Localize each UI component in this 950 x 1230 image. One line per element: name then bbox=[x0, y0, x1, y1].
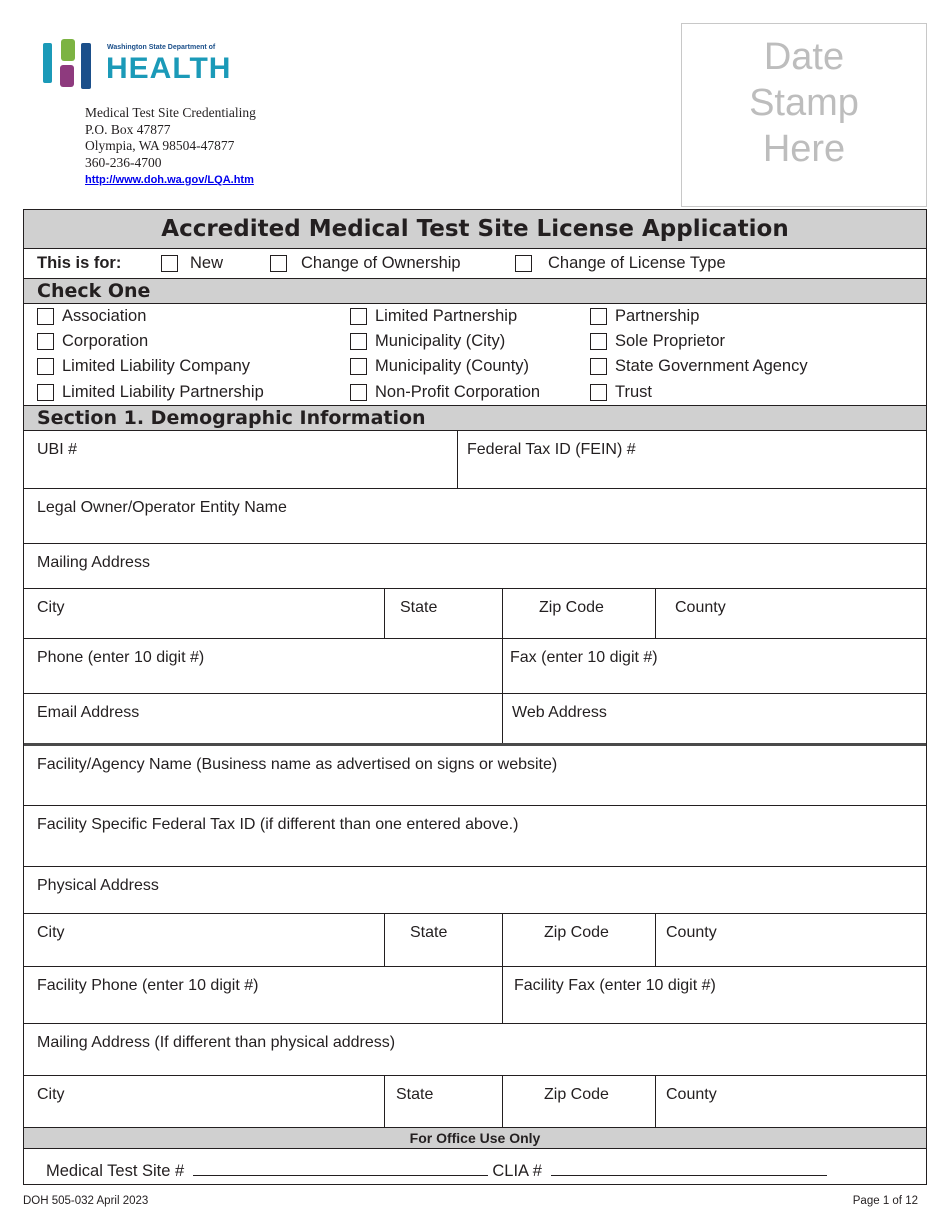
checkbox[interactable] bbox=[270, 255, 287, 272]
option-trust[interactable]: Trust bbox=[590, 383, 652, 402]
address-line: P.O. Box 47877 bbox=[85, 121, 171, 137]
mailing-state-field[interactable]: State bbox=[385, 1076, 503, 1127]
mailing-county-field[interactable]: County bbox=[666, 1086, 717, 1103]
option-llp[interactable]: Limited Liability Partnership bbox=[37, 383, 264, 402]
facility-name-field[interactable]: Facility/Agency Name (Business name as advertised on signs or website) bbox=[24, 746, 926, 806]
option-association[interactable]: Association bbox=[37, 307, 146, 326]
office-use-row bbox=[24, 1149, 926, 1185]
facility-phone-field[interactable]: Facility Phone (enter 10 digit #) bbox=[24, 967, 503, 1023]
clia-number-line[interactable] bbox=[551, 1162, 827, 1176]
check-one-header: Check One bbox=[24, 279, 926, 304]
header bbox=[0, 0, 950, 208]
ubi-field[interactable]: UBI # bbox=[24, 431, 458, 488]
facility-city-state-zip-row bbox=[24, 914, 926, 967]
option-sole-proprietor[interactable]: Sole Proprietor bbox=[590, 332, 725, 351]
option-non-profit-corporation[interactable]: Non-Profit Corporation bbox=[350, 383, 540, 402]
logo-health-text: HEALTH bbox=[106, 52, 232, 85]
city-field[interactable]: City bbox=[24, 589, 385, 638]
entity-type-options bbox=[24, 304, 926, 406]
mailing-zip-field[interactable]: Zip Code bbox=[503, 1076, 656, 1127]
zip-field[interactable]: Zip Code bbox=[503, 589, 656, 638]
facility-mailing-address-field[interactable]: Mailing Address (If different than physical address) bbox=[24, 1024, 926, 1076]
section1-header: Section 1. Demographic Information bbox=[24, 406, 926, 431]
phone-fax-row bbox=[24, 639, 926, 694]
date-stamp-text: Date Stamp Here bbox=[749, 36, 859, 170]
legal-owner-field[interactable]: Legal Owner/Operator Entity Name bbox=[24, 489, 926, 544]
health-logo-icon bbox=[41, 37, 103, 93]
this-is-for-row bbox=[24, 249, 926, 279]
option-municipality-county[interactable]: Municipality (County) bbox=[350, 357, 529, 376]
option-new[interactable]: New bbox=[161, 254, 223, 273]
city-state-zip-row bbox=[24, 589, 926, 639]
mailing-address-field[interactable]: Mailing Address bbox=[24, 544, 926, 589]
physical-address-field[interactable]: Physical Address bbox=[24, 867, 926, 914]
state-field[interactable]: State bbox=[385, 589, 503, 638]
option-limited-partnership[interactable]: Limited Partnership bbox=[350, 307, 517, 326]
website-link[interactable]: http://www.doh.wa.gov/LQA.htm bbox=[85, 174, 254, 186]
mailing-city-field[interactable]: City bbox=[24, 1076, 385, 1127]
web-field[interactable]: Web Address bbox=[512, 704, 607, 721]
address-line: Olympia, WA 98504-47877 bbox=[85, 138, 235, 153]
facility-phone-fax-row bbox=[24, 967, 926, 1024]
checkbox[interactable] bbox=[161, 255, 178, 272]
facility-city-field[interactable]: City bbox=[24, 914, 385, 966]
facility-fax-field[interactable]: Facility Fax (enter 10 digit #) bbox=[514, 977, 716, 994]
clia-label: CLIA # bbox=[492, 1162, 542, 1180]
county-field[interactable]: County bbox=[675, 599, 726, 616]
date-stamp-box bbox=[681, 23, 927, 207]
email-field[interactable]: Email Address bbox=[24, 694, 503, 743]
ubi-fein-row bbox=[24, 431, 926, 489]
address-line: 360-236-4700 bbox=[85, 154, 162, 170]
mts-number-line[interactable] bbox=[193, 1162, 488, 1176]
fein-field[interactable]: Federal Tax ID (FEIN) # bbox=[467, 441, 636, 458]
address-line: Medical Test Site Credentialing bbox=[85, 105, 256, 120]
email-web-row bbox=[24, 694, 926, 746]
office-use-fields bbox=[46, 1162, 827, 1181]
option-corporation[interactable]: Corporation bbox=[37, 332, 148, 351]
application-form bbox=[23, 209, 927, 1185]
option-state-government-agency[interactable]: State Government Agency bbox=[590, 357, 808, 376]
option-partnership[interactable]: Partnership bbox=[590, 307, 699, 326]
checkbox[interactable] bbox=[515, 255, 532, 272]
office-use-header: For Office Use Only bbox=[24, 1128, 926, 1149]
facility-zip-field[interactable]: Zip Code bbox=[503, 914, 656, 966]
option-change-of-license-type[interactable]: Change of License Type bbox=[515, 254, 726, 273]
mailing-address-block bbox=[85, 105, 256, 189]
logo-department-text: Washington State Department of bbox=[107, 44, 216, 51]
option-municipality-city[interactable]: Municipality (City) bbox=[350, 332, 505, 351]
mailing-city-state-zip-row bbox=[24, 1076, 926, 1128]
facility-tax-id-field[interactable]: Facility Specific Federal Tax ID (if different than one entered above.) bbox=[24, 806, 926, 867]
this-is-for-label: This is for: bbox=[37, 254, 122, 272]
facility-county-field[interactable]: County bbox=[666, 924, 717, 941]
form-title: Accredited Medical Test Site License Application bbox=[24, 210, 926, 249]
form-id: DOH 505-032 April 2023 bbox=[23, 1195, 149, 1207]
facility-state-field[interactable]: State bbox=[385, 914, 503, 966]
page-number: Page 1 of 12 bbox=[852, 1195, 918, 1207]
option-llc[interactable]: Limited Liability Company bbox=[37, 357, 250, 376]
mts-label: Medical Test Site # bbox=[46, 1162, 185, 1180]
option-change-of-ownership[interactable]: Change of Ownership bbox=[270, 254, 461, 273]
fax-field[interactable]: Fax (enter 10 digit #) bbox=[510, 649, 658, 666]
doh-logo bbox=[41, 37, 232, 93]
phone-field[interactable]: Phone (enter 10 digit #) bbox=[24, 639, 503, 693]
